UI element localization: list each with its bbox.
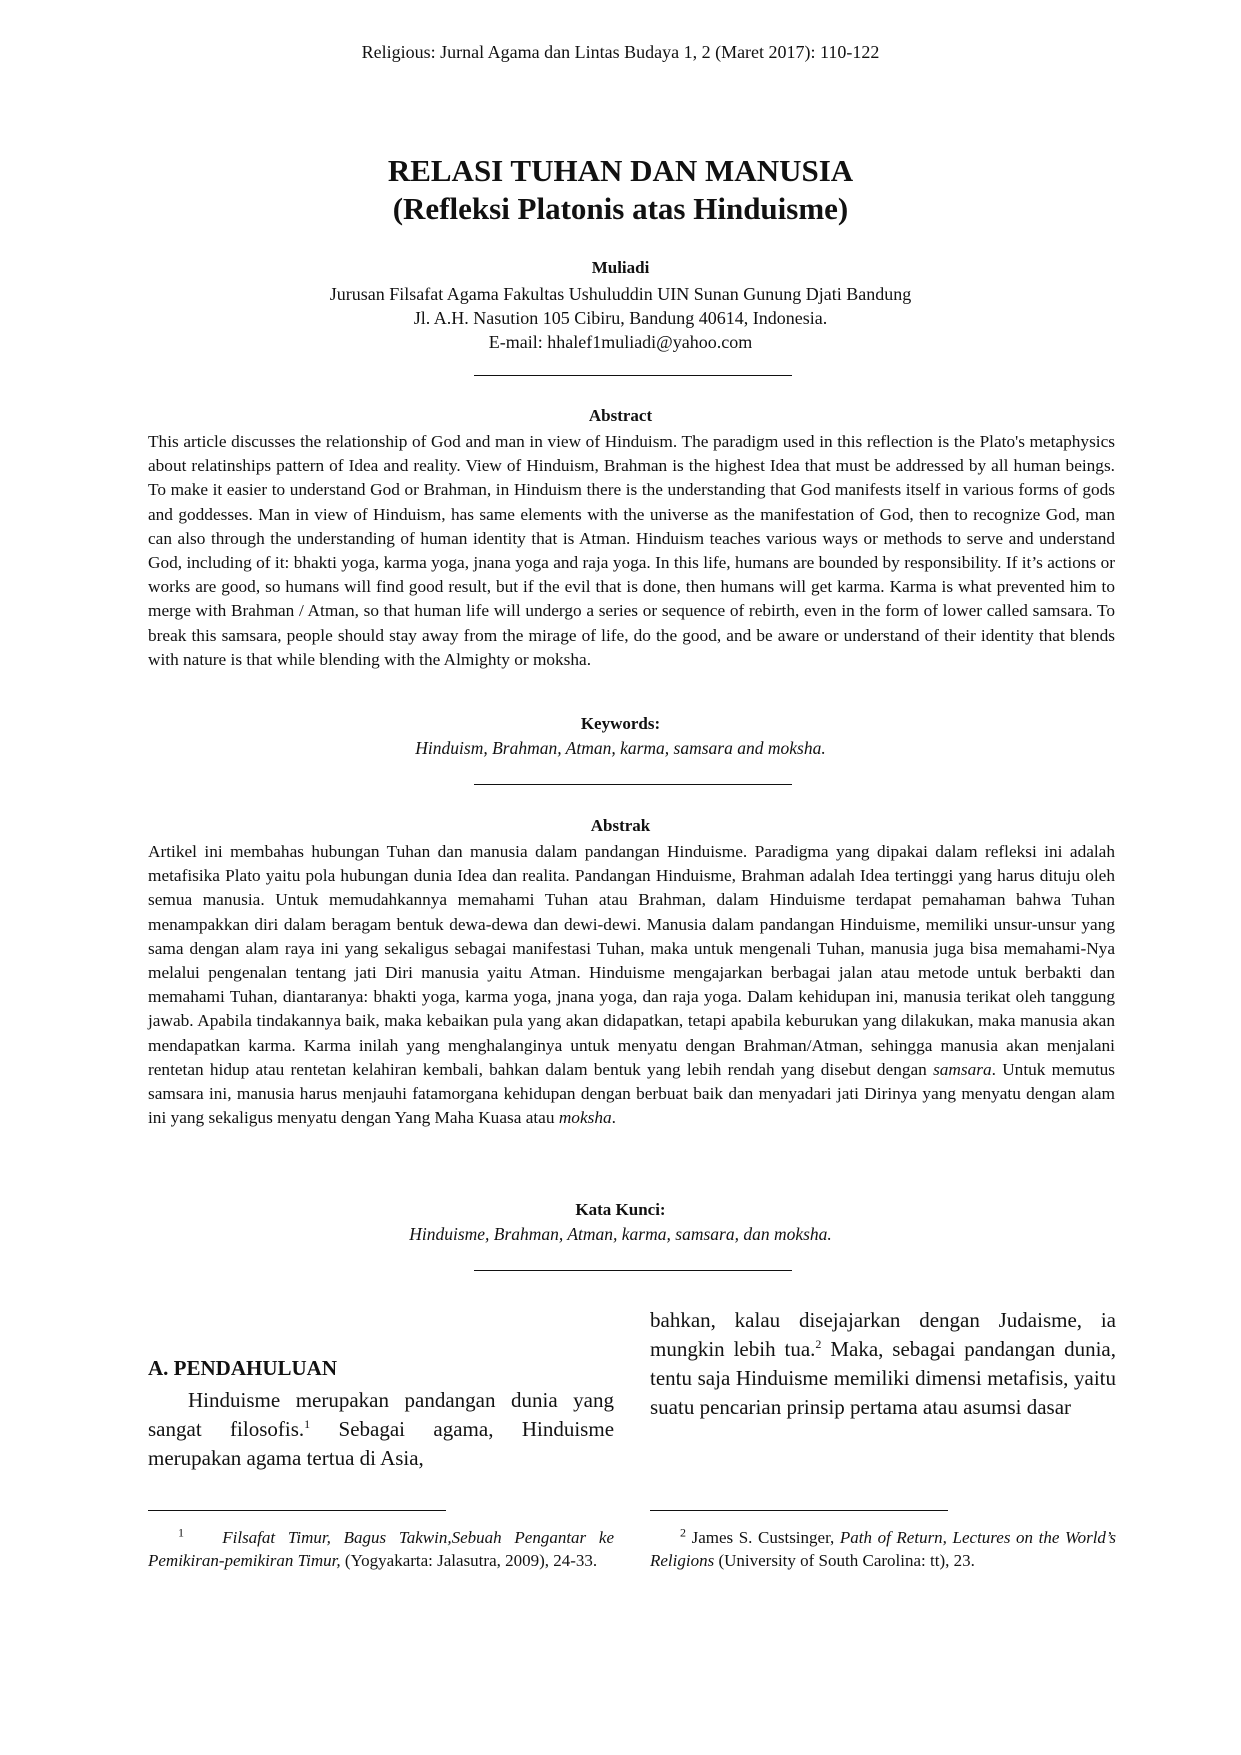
intro-right-text-part1: bahkan, kalau disejajarkan dengan Judaisme, ia mungkin lebih tua. bbox=[650, 1308, 1116, 1361]
separator-rule bbox=[474, 1270, 792, 1271]
abstrak-text-part1: Artikel ini membahas hubungan Tuhan dan manusia dalam pandangan Hinduisme. Paradigma yang dipakai dalam refleksi ini adalah metafisika Plato yaitu pola hubungan dunia Idea dan realita. Pandangan Hinduisme, Brahman adalah Idea tertinggi yang harus dituju oleh semua manusia. Untuk memudahkannya memahami Tuhan atau Brahman, dalam Hinduisme terdapat pemahaman bahwa Tuhan menampakkan diri dalam beragam bentuk dewa-dewa dan dewi-dewi. Manusia dalam pandangan Hinduisme, memiliki unsur-unsur yang sama dengan alam raya ini yang sekaligus sebagai manifestasi Tuhan, maka untuk mengenali Tuhan, manusia juga bisa memahami-Nya melalui pengenalan tentang jati Diri manusia yaitu Atman. Hinduisme mengajarkan berbagai jalan atau metode untuk berbakti dan memahami Tuhan, diantaranya: bhakti yoga, karma yoga, jnana yoga, dan raja yoga. Dalam kehidupan ini, manusia terikat oleh tanggung jawab. Apabila tindakannya baik, maka kebaikan pula yang akan didapatkan, tetapi apabila keburukan yang dilakukan, maka manusia akan mendapatkan karma. Karma inilah yang menghalanginya untuk menyatu dengan Brahman/Atman, sehingga manusia akan menjalani rentetan hidup atau rentetan kelahiran kembali, bahkan dalam bentuk yang lebih rendah yang disebut dengan bbox=[148, 842, 1115, 1079]
keywords-text: Hinduism, Brahman, Atman, karma, samsara and moksha. bbox=[415, 738, 826, 758]
paper-title bbox=[0, 152, 1241, 228]
intro-right-column bbox=[650, 1306, 1116, 1422]
footnote-1-number: 1 bbox=[178, 1525, 184, 1540]
abstrak-heading: Abstrak bbox=[590, 816, 651, 835]
separator-rule bbox=[474, 784, 792, 785]
footnote-1-publication: (Yogyakarta: Jalasutra, 2009), 24-33. bbox=[340, 1551, 598, 1570]
author-name: Muliadi bbox=[591, 258, 650, 277]
paper-title-line1: RELASI TUHAN DAN MANUSIA bbox=[387, 153, 854, 188]
intro-left-text-part2: Sebagai agama, Hinduisme merupakan agama tertua di Asia, bbox=[148, 1417, 615, 1470]
paper-title-line2: (Refleksi Platonis atas Hinduisme) bbox=[392, 191, 849, 226]
kata-kunci-text: Hinduisme, Brahman, Atman, karma, samsara, dan moksha. bbox=[409, 1224, 832, 1244]
kata-kunci-heading: Kata Kunci: bbox=[575, 1200, 666, 1219]
abstrak-text-part2: . Untuk memutus samsara ini, manusia harus menjauhi fatamorgana kehidupan dengan berbuat baik dan menyadari jati Dirinya yang menyatu dengan alam ini yang sekaligus menyatu dengan Yang Maha Kuasa atau bbox=[148, 1059, 1116, 1128]
abstrak-text-part3: . bbox=[611, 1108, 616, 1128]
footnote-2 bbox=[650, 1526, 1116, 1572]
intro-left-text-part1: Hinduisme merupakan pandangan dunia yang sangat filosofis. bbox=[148, 1388, 614, 1441]
footnote-1-title: Filsafat Timur, Bagus Takwin,Sebuah Pengantar ke Pemikiran-pemikiran Timur, bbox=[148, 1528, 615, 1570]
abstrak-term-moksha: moksha bbox=[558, 1108, 612, 1128]
separator-rule bbox=[474, 375, 792, 376]
abstract-heading: Abstract bbox=[588, 406, 653, 425]
footnote-2-publication: (University of South Carolina: tt), 23. bbox=[714, 1551, 975, 1570]
footnote-ref-2: 2 bbox=[815, 1337, 822, 1351]
abstract-text: This article discusses the relationship of God and man in view of Hinduism. The paradigm used in this reflection is the Plato's metaphysics about relatinships pattern of Idea and reality. View of Hinduism, Brahman is the highest Idea that must be addressed by all human beings. To make it easier to understand God or Brahman, in Hinduism there is the understanding that God manifests itself in various forms of gods and goddesses. Man in view of Hinduism, has same elements with the universe as the manifestation of God, then to recognize God, man can also through the understanding of human identity that is Atman. Hinduism teaches various ways or methods to serve and understand God, including of it: bhakti yoga, karma yoga, jnana yoga and raja yoga. In this life, humans are bounded by responsibility. If it’s actions or works are good, so humans will find good result, but if the evil that is done, then humans will get karma. Karma is what prevented him to merge with Brahman / Atman, so that human life will undergo a series or sequence of rebirth, even in the form of lower called samsara. To break this samsara, people should stay away from the mirage of life, do the good, and be aware or understand of their identity that blends with nature is that while blending with the Almighty or moksha. bbox=[148, 432, 1115, 669]
footnote-rule bbox=[650, 1510, 948, 1511]
author-affiliation: Jurusan Filsafat Agama Fakultas Ushuluddin UIN Sunan Gunung Djati Bandung bbox=[329, 284, 912, 304]
abstrak-term-samsara: samsara bbox=[933, 1059, 992, 1079]
author-email: E-mail: hhalef1muliadi@yahoo.com bbox=[488, 332, 753, 352]
section-heading: A. PENDAHULUAN bbox=[148, 1356, 337, 1380]
footnote-2-number: 2 bbox=[680, 1525, 686, 1540]
author-address: Jl. A.H. Nasution 105 Cibiru, Bandung 40614, Indonesia. bbox=[413, 308, 828, 328]
keywords-heading: Keywords: bbox=[580, 714, 661, 733]
footnote-ref-1: 1 bbox=[304, 1417, 311, 1431]
footnote-1 bbox=[148, 1526, 614, 1572]
footnote-2-title: Path of Return, Lectures on the World’s Religions bbox=[650, 1528, 1116, 1570]
intro-left-column bbox=[148, 1386, 614, 1473]
abstrak-text bbox=[148, 840, 1115, 1130]
intro-right-text-part2: Maka, sebagai pandangan dunia, tentu saja Hinduisme memiliki dimensi metafisis, yaitu suatu pencarian prinsip pertama atau asumsi dasar bbox=[650, 1337, 1116, 1419]
footnote-rule bbox=[148, 1510, 446, 1511]
footnote-2-author: James S. Custsinger, bbox=[686, 1528, 840, 1547]
running-header: Religious: Jurnal Agama dan Lintas Budaya 1, 2 (Maret 2017): 110-122 bbox=[361, 42, 880, 62]
